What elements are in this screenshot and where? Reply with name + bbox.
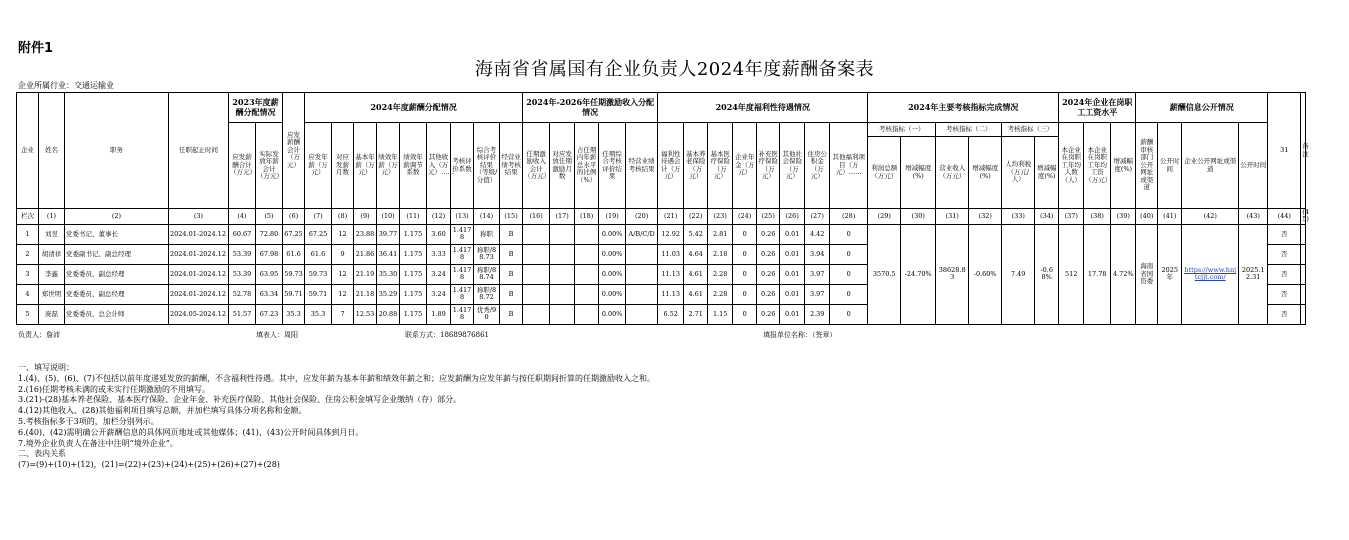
cell-name: 李鑫 [39, 264, 65, 284]
page-title: 海南省省属国有企业负责人2024年度薪酬备案表 [474, 59, 875, 80]
cell-row-number: 1 [17, 224, 39, 244]
column-number: (28) [830, 209, 868, 225]
header-w-housing: 住房公积金（万元） [805, 123, 830, 209]
column-number: (13) [451, 209, 474, 225]
cell-c10: 39.77 [377, 224, 400, 244]
header-avg-wage: 本企业在岗职工年均工资（万元） [1084, 123, 1111, 209]
cell-name: 郑世明 [39, 284, 65, 304]
header-w-other: 其他福利项目（万元）…… [830, 123, 868, 209]
column-number: (20) [626, 209, 658, 225]
cell-c28: 0 [830, 224, 868, 244]
column-number: (7) [305, 209, 332, 225]
header-kpi1: 考核指标（一） [868, 123, 936, 137]
cell-c19: 0.00% [599, 224, 626, 244]
header-w-pension: 基本养老保险（万元） [684, 123, 708, 209]
cell-c7: 59.71 [305, 284, 332, 304]
cell-position: 党委副书记、副总经理 [65, 244, 169, 264]
cell-c20: A/B/C/D [626, 224, 658, 244]
cell-remark [1301, 304, 1306, 324]
table-row [17, 224, 1306, 244]
header-change2: 增减幅度(%) [969, 137, 1002, 209]
cell-c18 [575, 304, 599, 324]
cell-c44: 否 [1268, 244, 1301, 264]
cell-c21: 12.92 [658, 224, 684, 244]
cell-c23: 1.15 [708, 304, 733, 324]
column-number: (23) [708, 209, 733, 225]
cell-c24: 0 [733, 304, 757, 324]
header-2023-paid: 应发薪酬会计（万元） [283, 93, 305, 209]
cell-c10: 36.41 [377, 244, 400, 264]
cell-c25: 0.26 [757, 224, 780, 244]
column-number: (41) [1158, 209, 1182, 225]
cell-c28: 0 [830, 264, 868, 284]
column-number: (27) [805, 209, 830, 225]
column-number: (1) [39, 209, 65, 225]
column-number: (26) [780, 209, 805, 225]
cell-c26: 0.01 [780, 264, 805, 284]
cell-name: 胡清祥 [39, 244, 65, 264]
header-biz-eval: 经营业绩考核结果 [500, 123, 523, 209]
header-kpi3: 考核指标（三） [1002, 123, 1059, 137]
note-line: 一、填写说明： [18, 363, 74, 372]
cell-c4: 51.57 [229, 304, 256, 324]
cell-c27: 2.39 [805, 304, 830, 324]
header-position: 职务 [65, 93, 169, 209]
cell-c20 [626, 284, 658, 304]
cell-c28: 0 [830, 244, 868, 264]
industry-label: 企业所属行业：交通运输业 [18, 81, 114, 90]
cell-c44: 否 [1268, 264, 1301, 284]
cell-c7: 59.73 [305, 264, 332, 284]
cell-c22: 2.71 [684, 304, 708, 324]
cell-c13: 1.4178 [451, 264, 474, 284]
cell-c21: 11.13 [658, 284, 684, 304]
cell-c8: 7 [332, 304, 354, 324]
header-inc-ratio: 占任期内年薪总水平的比例（%） [575, 123, 599, 209]
header-wage-group: 2024年企业在岗职工工资水平 [1059, 93, 1136, 123]
cell-c15: B [500, 244, 523, 264]
cell-c19: 0.00% [599, 264, 626, 284]
header-2023-total: 实际发放年薪会计（万元） [256, 123, 283, 209]
cell-c16 [523, 284, 550, 304]
cell-c5: 72.80 [256, 224, 283, 244]
header-c44: 31 [1268, 93, 1301, 209]
cell-c22: 4.61 [684, 264, 708, 284]
header-inc-biz: 经营业绩考核结果 [626, 123, 658, 209]
cell-shared-tax: 7.49 [1002, 224, 1035, 324]
cell-c4: 53.39 [229, 244, 256, 264]
cell-c18 [575, 224, 599, 244]
header-kpi2: 考核指标（二） [936, 123, 1002, 137]
cell-c6: 35.3 [283, 304, 305, 324]
cell-c24: 0 [733, 244, 757, 264]
header-d-dept: 薪酬审核部门公开网址或渠道 [1136, 123, 1158, 209]
cell-c44: 否 [1268, 284, 1301, 304]
cell-c6: 61.6 [283, 244, 305, 264]
column-number: (38) [1084, 209, 1111, 225]
cell-c8: 9 [332, 244, 354, 264]
cell-c11: 1.175 [400, 284, 427, 304]
column-number: (11) [400, 209, 427, 225]
cell-c7: 67.25 [305, 224, 332, 244]
column-number: (4) [229, 209, 256, 225]
cell-term: 2024.05-2024.12 [169, 304, 229, 324]
header-d-corp-web: 企业公开网址或渠道 [1182, 123, 1239, 209]
cell-c11: 1.175 [400, 244, 427, 264]
cell-c5: 67.23 [256, 304, 283, 324]
cell-c25: 0.26 [757, 264, 780, 284]
header-disclosure-group: 薪酬信息公开情况 [1136, 93, 1268, 123]
cell-c11: 1.175 [400, 224, 427, 244]
cell-remark [1301, 284, 1306, 304]
cell-c6: 67.25 [283, 224, 305, 244]
cell-c9: 21.19 [354, 264, 377, 284]
column-number: (32) [969, 209, 1002, 225]
column-number: (19) [599, 209, 626, 225]
column-number: (37) [1059, 209, 1084, 225]
cell-c44: 否 [1268, 304, 1301, 324]
cell-c9: 21.86 [354, 244, 377, 264]
cell-c4: 52.78 [229, 284, 256, 304]
cell-c27: 3.94 [805, 244, 830, 264]
header-2023-group: 2023年度薪酬分配情况 [229, 93, 283, 123]
column-number: (3) [169, 209, 229, 225]
cell-c17 [550, 264, 575, 284]
contact-label: 联系方式：18689876861 [405, 331, 489, 339]
cell-c19: 0.00% [599, 304, 626, 324]
signature-row [18, 330, 1308, 342]
cell-c26: 0.01 [780, 304, 805, 324]
filler-label: 填表人：周阳 [256, 331, 298, 339]
cell-c18 [575, 244, 599, 264]
cell-c22: 5.42 [684, 224, 708, 244]
header-remark: 备注 [1301, 93, 1306, 209]
instructions-notes [18, 363, 655, 471]
column-number: (45) [1302, 208, 1309, 224]
cell-c12: 3.24 [427, 284, 451, 304]
header-change4: 增减幅度(%) [1111, 123, 1136, 209]
header-w-other-ins: 其他社会保险（万元） [780, 123, 805, 209]
column-number: (31) [936, 209, 969, 225]
column-number: (30) [901, 209, 936, 225]
cell-shared-change1: -24.70% [901, 224, 936, 324]
cell-c7: 35.3 [305, 304, 332, 324]
cell-c23: 2.28 [708, 264, 733, 284]
cell-c13: 1.4178 [451, 244, 474, 264]
header-inc-eval: 任期综合考核评价结果 [599, 123, 626, 209]
leader-label: 负责人：詹沛 [18, 331, 60, 339]
column-number: (8) [332, 209, 354, 225]
column-number: (40) [1136, 209, 1158, 225]
cell-position: 党委书记、董事长 [65, 224, 169, 244]
unit-label: 填报单位名称：（签章） [763, 331, 837, 339]
header-revenue: 营业收入（万元） [936, 137, 969, 209]
cell-term: 2024.01-2024.12 [169, 224, 229, 244]
cell-c14: 称职/88.72 [474, 284, 500, 304]
header-change1: 增减幅度(%) [901, 137, 936, 209]
header-company: 企业 [17, 93, 39, 209]
cell-c9: 23.88 [354, 224, 377, 244]
cell-c5: 63.34 [256, 284, 283, 304]
header-2024-group: 2024年度薪酬分配情况 [305, 93, 523, 123]
cell-c7: 61.6 [305, 244, 332, 264]
cell-c20 [626, 264, 658, 284]
header-d-corp-time: 公开时间 [1239, 123, 1268, 209]
header-w-total: 福利性待遇会计（万元） [658, 123, 684, 209]
cell-c22: 4.64 [684, 244, 708, 264]
cell-remark [1301, 224, 1306, 244]
cell-c23: 2.81 [708, 224, 733, 244]
cell-c15: B [500, 284, 523, 304]
column-number: (15) [500, 209, 523, 225]
cell-c25: 0.26 [757, 304, 780, 324]
column-number: (14) [474, 209, 500, 225]
cell-shared-corp-time: 2025.12.31 [1239, 224, 1268, 324]
cell-row-number: 3 [17, 264, 39, 284]
cell-c5: 63.95 [256, 264, 283, 284]
cell-position: 党委委员、副总经理 [65, 284, 169, 304]
header-months: 对应发薪月数 [332, 123, 354, 209]
cell-c16 [523, 264, 550, 284]
cell-remark [1301, 264, 1306, 284]
column-number: (44) [1268, 209, 1301, 225]
cell-c6: 59.71 [283, 284, 305, 304]
cell-c20 [626, 304, 658, 324]
cell-position: 党委委员、副总经理 [65, 264, 169, 284]
header-eval-coef: 考核评价系数 [451, 123, 474, 209]
cell-row-number: 2 [17, 244, 39, 264]
header-other: 其他收入（万元）…… [427, 123, 451, 209]
header-name: 姓名 [39, 93, 65, 209]
header-w-annuity: 企业年金（万元） [733, 123, 757, 209]
cell-c16 [523, 224, 550, 244]
attachment-label: 附件1 [18, 41, 54, 56]
cell-c23: 2.28 [708, 284, 733, 304]
note-line: 1.(4)、(5)、(6)、(7)不包括以前年度递延发放的薪酬，不含福利性待遇。其中，应发年薪为基本年薪和绩效年薪之和；应发薪酬为应发年薪与按任职期间折算的任期激励收入之和。 [18, 373, 655, 383]
cell-shared-corp-web[interactable]: https://www.hnjtcjjt.com/ [1182, 224, 1239, 324]
header-incentive-group: 2024年-2026年任期激励收入分配情况 [523, 93, 658, 123]
header-tax: 人均利税（万元/人） [1002, 137, 1035, 209]
note-line: 3.(21)-(28)基本养老保险、基本医疗保险、企业年金、补充医疗保险、其他社会保险、住房公积金填写企业缴纳（存）部分。 [18, 395, 462, 405]
cell-shared-avg-wage: 17.78 [1084, 224, 1111, 324]
cell-name: 刘昱 [39, 224, 65, 244]
cell-c44: 否 [1268, 224, 1301, 244]
column-number: (39) [1111, 209, 1136, 225]
cell-c25: 0.26 [757, 244, 780, 264]
column-number: (33) [1002, 209, 1035, 225]
column-number: (34) [1035, 209, 1059, 225]
header-term: 任职起止时间 [169, 93, 229, 209]
cell-c13: 1.4178 [451, 224, 474, 244]
cell-c15: B [500, 224, 523, 244]
cell-c18 [575, 264, 599, 284]
cell-c9: 21.18 [354, 284, 377, 304]
cell-c21: 11.03 [658, 244, 684, 264]
header-kpi-group: 2024年主要考核指标完成情况 [868, 93, 1059, 123]
column-number: (24) [733, 209, 757, 225]
column-number-label: 栏次 [17, 209, 39, 225]
cell-c25: 0.26 [757, 284, 780, 304]
header-change3: 增减幅度(%) [1035, 137, 1059, 209]
cell-c8: 12 [332, 264, 354, 284]
header-inc-months: 对应发放任期激励月数 [550, 123, 575, 209]
cell-c6: 59.73 [283, 264, 305, 284]
cell-c13: 1.4178 [451, 284, 474, 304]
cell-c26: 0.01 [780, 224, 805, 244]
cell-c28: 0 [830, 304, 868, 324]
cell-c9: 12.53 [354, 304, 377, 324]
cell-c19: 0.00% [599, 284, 626, 304]
column-number: (25) [757, 209, 780, 225]
cell-c14: 优秀/90 [474, 304, 500, 324]
cell-c17 [550, 304, 575, 324]
cell-c24: 0 [733, 224, 757, 244]
column-number: (18) [575, 209, 599, 225]
header-base: 基本年薪（万元） [354, 123, 377, 209]
cell-c22: 4.61 [684, 284, 708, 304]
column-number: (10) [377, 209, 400, 225]
cell-c15: B [500, 264, 523, 284]
cell-shared-change3: -0.68% [1035, 224, 1059, 324]
header-w-supmed: 补充医疗保险（万元） [757, 123, 780, 209]
note-line: 二、表内关系 [18, 449, 66, 459]
cell-c11: 1.175 [400, 304, 427, 324]
column-number: (16) [523, 209, 550, 225]
cell-c17 [550, 284, 575, 304]
column-number: (5) [256, 209, 283, 225]
cell-c12: 3.60 [427, 224, 451, 244]
cell-c18 [575, 284, 599, 304]
cell-shared-revenue: 38628.83 [936, 224, 969, 324]
cell-c10: 20.88 [377, 304, 400, 324]
header-w-medical: 基本医疗保险（万元） [708, 123, 733, 209]
cell-row-number: 4 [17, 284, 39, 304]
cell-c14: 称职 [474, 224, 500, 244]
cell-c24: 0 [733, 284, 757, 304]
cell-c13: 1.4178 [451, 304, 474, 324]
note-line: 4.(12)其他收入、(28)其他福利项目填写总额，并加栏填写具体分项名称和金额。 [18, 406, 307, 416]
header-perf: 绩效年薪（万元） [377, 123, 400, 209]
column-number: (12) [427, 209, 451, 225]
cell-shared-profit: 3570.5 [868, 224, 901, 324]
cell-c21: 6.52 [658, 304, 684, 324]
cell-remark [1301, 244, 1306, 264]
cell-c12: 3.24 [427, 264, 451, 284]
column-number: (6) [283, 209, 305, 225]
note-line: 2.(16)任期考核未满的或未实行任期激励的不用填写。 [18, 384, 211, 394]
cell-c24: 0 [733, 264, 757, 284]
header-profit: 利润总额（万元） [868, 137, 901, 209]
cell-c28: 0 [830, 284, 868, 304]
cell-c17 [550, 224, 575, 244]
cell-c4: 53.39 [229, 264, 256, 284]
cell-shared-change4: 4.72% [1111, 224, 1136, 324]
cell-c26: 0.01 [780, 244, 805, 264]
cell-name: 庞磊 [39, 304, 65, 324]
cell-c19: 0.00% [599, 244, 626, 264]
cell-term: 2024.01-2024.12 [169, 264, 229, 284]
cell-c16 [523, 304, 550, 324]
cell-c16 [523, 244, 550, 264]
cell-position: 党委委员、总会计师 [65, 304, 169, 324]
column-number: (17) [550, 209, 575, 225]
cell-term: 2024.01-2024.12 [169, 284, 229, 304]
column-number: (21) [658, 209, 684, 225]
cell-c21: 11.13 [658, 264, 684, 284]
cell-c4: 60.67 [229, 224, 256, 244]
header-d-time: 公开时间 [1158, 123, 1182, 209]
cell-shared-dept-time: 2025年 [1158, 224, 1182, 324]
cell-c23: 2.18 [708, 244, 733, 264]
salary-filing-table [16, 92, 1309, 325]
note-line: 6.(40)、(42)需明确公开薪酬信息的具体网页地址或其他媒体；(41)、(43)公开时间具体到月日。 [18, 427, 364, 437]
cell-c10: 35.29 [377, 284, 400, 304]
cell-c14: 称职/88.74 [474, 264, 500, 284]
note-line: 7.境外企业负责人在备注中注明“境外企业”。 [18, 438, 178, 448]
cell-row-number: 5 [17, 304, 39, 324]
cell-c10: 35.30 [377, 264, 400, 284]
cell-c12: 1.89 [427, 304, 451, 324]
note-line: (7)=(9)+(10)+(12)，(21)=(22)+(23)+(24)+(25)+(26)+(27)+(28) [18, 460, 280, 470]
header-coef: 绩效年薪调节系数 [400, 123, 427, 209]
cell-c27: 4.42 [805, 224, 830, 244]
note-line: 5.考核指标多于3项的，加栏分别列示。 [18, 416, 159, 426]
column-number: (42) [1182, 209, 1239, 225]
cell-c11: 1.175 [400, 264, 427, 284]
cell-c15: B [500, 304, 523, 324]
column-number: (9) [354, 209, 377, 225]
header-welfare-group: 2024年度福利性待遇情况 [658, 93, 868, 123]
cell-shared-dept: 海南省国资委 [1136, 224, 1158, 324]
cell-c14: 称职/88.73 [474, 244, 500, 264]
cell-c12: 3.33 [427, 244, 451, 264]
column-number: (2) [65, 209, 169, 225]
header-staff: 本企业在岗职工年均人数（人） [1059, 123, 1084, 209]
header-2024-due: 应发年薪（万元） [305, 123, 332, 209]
cell-c17 [550, 244, 575, 264]
column-number: (43) [1239, 209, 1268, 225]
cell-c27: 3.97 [805, 264, 830, 284]
cell-c26: 0.01 [780, 284, 805, 304]
cell-c20 [626, 244, 658, 264]
column-number-row [17, 209, 1306, 225]
header-comp-eval: 综合考核评价结果（等级/分值） [474, 123, 500, 209]
cell-c8: 12 [332, 224, 354, 244]
cell-c8: 12 [332, 284, 354, 304]
cell-shared-staff: 512 [1059, 224, 1084, 324]
cell-term: 2024.01-2024.12 [169, 244, 229, 264]
header-inc-total: 任期激励收入会计（万元） [523, 123, 550, 209]
column-number: (22) [684, 209, 708, 225]
header-2023-due: 应发薪酬合计（万元） [229, 123, 256, 209]
cell-c5: 67.98 [256, 244, 283, 264]
column-number: (29) [868, 209, 901, 225]
cell-c27: 3.97 [805, 284, 830, 304]
cell-shared-change2: -0.60% [969, 224, 1002, 324]
